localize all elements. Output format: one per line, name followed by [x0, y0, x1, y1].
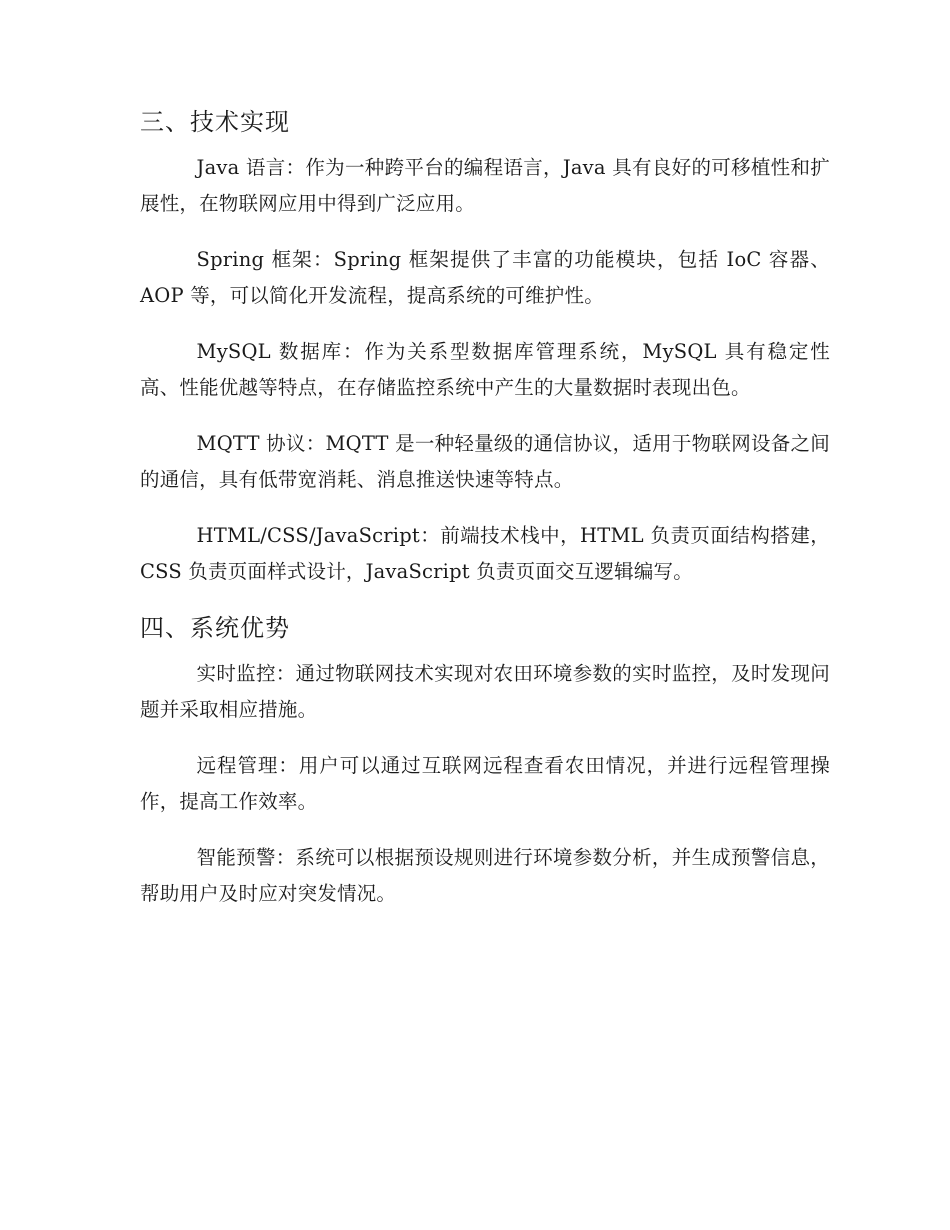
paragraph-smart-alert: 智能预警：系统可以根据预设规则进行环境参数分析，并生成预警信息，帮助用户及时应对突发情况。: [140, 846, 830, 905]
paragraph-spring: Spring 框架：Spring 框架提供了丰富的功能模块，包括 IoC 容器、AOP 等，可以简化开发流程，提高系统的可维护性。: [140, 248, 830, 307]
paragraph-mqtt: MQTT 协议：MQTT 是一种轻量级的通信协议，适用于物联网设备之间的通信，具有低带宽消耗、消息推送快速等特点。: [140, 432, 830, 491]
paragraph-java: Java 语言：作为一种跨平台的编程语言，Java 具有良好的可移植性和扩展性，在物联网应用中得到广泛应用。: [140, 156, 830, 215]
document-content: [140, 104, 830, 932]
section-technical-implementation: [140, 104, 830, 590]
paragraph-mysql: MySQL 数据库：作为关系型数据库管理系统，MySQL 具有稳定性高、性能优越等特点，在存储监控系统中产生的大量数据时表现出色。: [140, 340, 830, 399]
section-heading: 四、系统优势: [140, 614, 290, 642]
section-system-advantages: [140, 610, 830, 912]
section-heading: 三、技术实现: [140, 108, 290, 136]
paragraph-frontend: HTML/CSS/JavaScript：前端技术栈中，HTML 负责页面结构搭建，CSS 负责页面样式设计，JavaScript 负责页面交互逻辑编写。: [140, 524, 830, 583]
paragraph-realtime-monitoring: 实时监控：通过物联网技术实现对农田环境参数的实时监控，及时发现问题并采取相应措施。: [140, 662, 830, 721]
paragraph-remote-management: 远程管理：用户可以通过互联网远程查看农田情况，并进行远程管理操作，提高工作效率。: [140, 754, 830, 813]
